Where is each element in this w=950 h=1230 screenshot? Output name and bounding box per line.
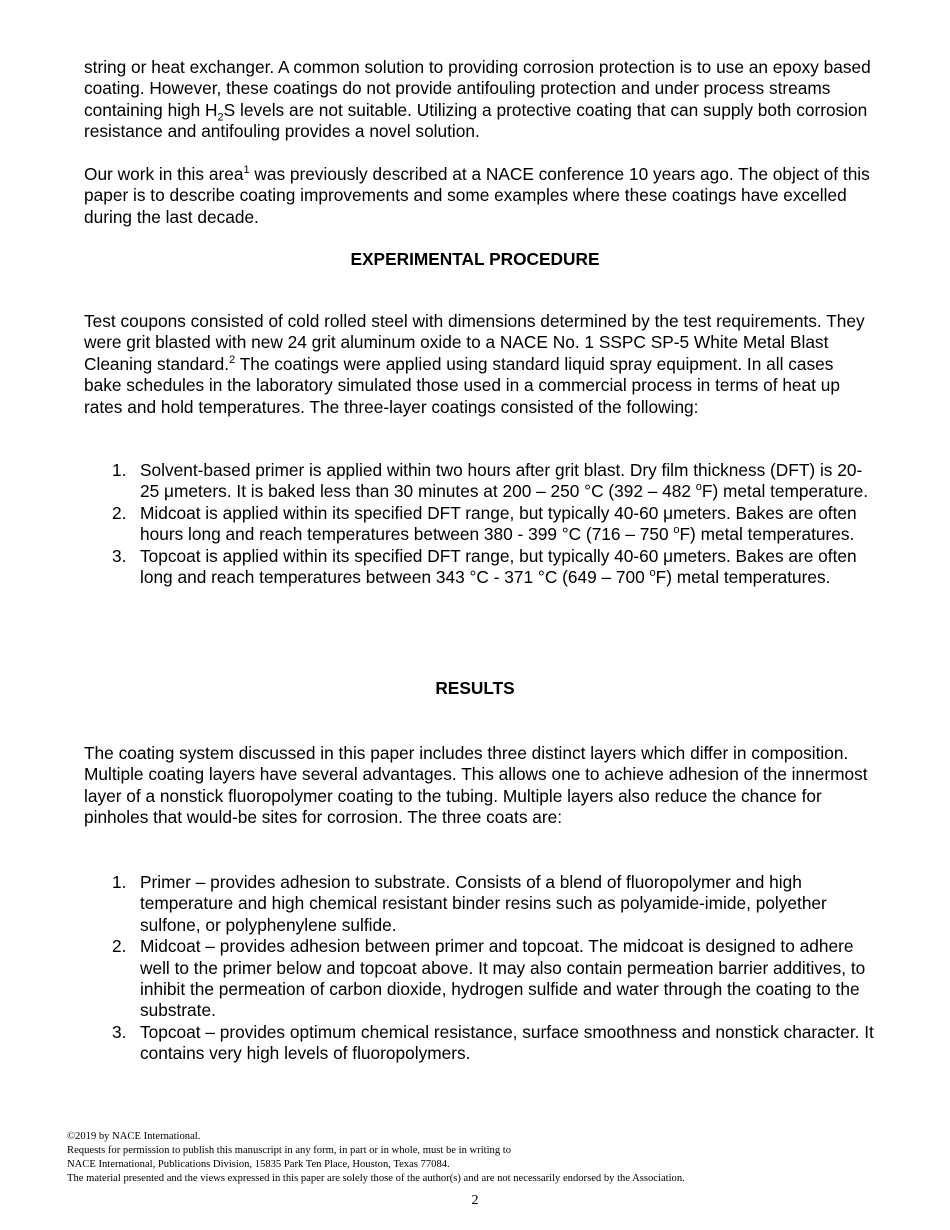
results-heading: RESULTS: [435, 678, 515, 698]
intro-paragraph-1: string or heat exchanger. A common solution to providing corrosion protection is to use an epoxy based coating. However, these coatings do not provide antifouling protection and under process streams containing high $H_2S$ levels are not suitable. Utilizing a protective coating that can supply both corrosion resistance and antifouling provides a novel solution.: [84, 57, 871, 142]
intro-paragraph-2: Our work in this area$^1$ was previously described at a NACE conference 10 years ago. The object of this paper is to describe coating improvements and some examples where these coatings have excelled during the last decade.: [84, 164, 870, 227]
list-item: 1. Solvent-based primer is applied within two hours after grit blast. Dry film thickness (DFT) is 20-25 μmeters. It is baked less than 30 minutes at 200 – 250 °C (392 – 482 $^o$F) metal temperature.: [112, 460, 869, 502]
experimental-list: [84, 460, 874, 588]
list-item: 3. Topcoat – provides optimum chemical resistance, surface smoothness and nonstick character. It contains very high levels of fluoropolymers.: [112, 1021, 874, 1064]
footer-line: NACE International, Publications Division, 15835 Park Ten Place, Houston, Texas 77084.: [67, 1159, 450, 1170]
copyright-footer: [67, 1130, 887, 1186]
footer-line: Requests for permission to publish this manuscript in any form, in part or in whole, must be in writing to: [67, 1145, 512, 1156]
footer-line: ©2019 by NACE International.: [67, 1131, 201, 1142]
list-item: 3. Topcoat is applied within its specified DFT range, but typically 40-60 μmeters. Bakes are often long and reach temperatures between 343 °C - 371 °C (649 – 700 $^o$F) metal temperatures.: [112, 545, 857, 588]
results-list: [84, 872, 874, 1065]
experimental-heading: EXPERIMENTAL PROCEDURE: [350, 249, 600, 269]
page-number: 2: [471, 1193, 479, 1208]
results-paragraph: The coating system discussed in this paper includes three distinct layers which differ in composition. Multiple coating layers have several advantages. This allows one to achieve adhesion of the innermost layer of a nonstick fluoropolymer coating to the tubing. Multiple layers also reduce the chance for pinholes that would-be sites for corrosion. The three coats are:: [84, 743, 868, 828]
list-item: 1. Primer – provides adhesion to substrate. Consists of a blend of fluoropolymer and high temperature and high chemical resistant binder resins such as polyamide-imide, polyether sulfone, or polyphenylene sulfide.: [112, 872, 827, 935]
experimental-paragraph: Test coupons consisted of cold rolled steel with dimensions determined by the test requirements. They were grit blasted with new 24 grit aluminum oxide to a NACE No. 1 SSPC SP-5 White Metal Blast Cleaning standard.$^2$ The coatings were applied using standard liquid spray equipment. In all cases bake schedules in the laboratory simulated those used in a commercial process in terms of heat up rates and hold temperatures. The three-layer coatings consisted of the following:: [84, 311, 865, 417]
list-item: 2. Midcoat – provides adhesion between primer and topcoat. The midcoat is designed to adhere well to the primer below and topcoat above. It may also contain permeation barrier additives, to inhibit the permeation of carbon dioxide, hydrogen sulfide and water through the coating to the substrate.: [112, 936, 866, 1021]
footer-line: The material presented and the views expressed in this paper are solely those of the author(s) and are not necessarily endorsed by the Association.: [67, 1173, 685, 1184]
list-item: 2. Midcoat is applied within its specified DFT range, but typically 40-60 μmeters. Bakes are often hours long and reach temperatures between 380 - 399 °C (716 – 750 $^o$F) metal temperatures.: [112, 502, 857, 545]
